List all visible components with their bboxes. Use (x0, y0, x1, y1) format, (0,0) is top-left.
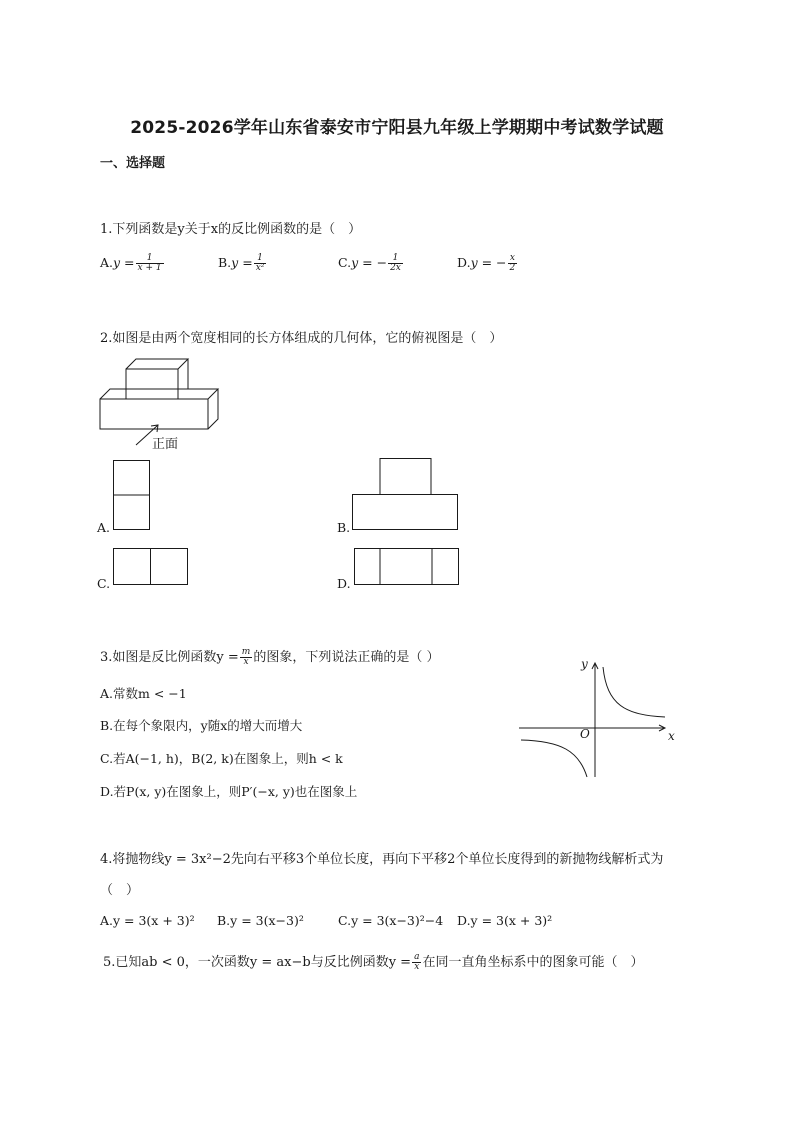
question-4-option-c: C.y = 3(x−3)²−4 (338, 913, 444, 928)
question-2-option-a-figure (113, 460, 153, 532)
page-title: 2025-2026学年山东省泰安市宁阳县九年级上学期期中考试数学试题 (130, 118, 664, 138)
section-heading: 一、选择题 (100, 156, 166, 171)
question-3-stem: 3.如图是反比例函数y = $\frac{m}{x}$ 的图象，下列说法正确的是（ ） (100, 647, 440, 667)
question-4-stem: 4.将抛物线y = 3x²−2先向右平移3个单位长度，再向下平移2个单位长度得到的新抛物线解析式为 (100, 852, 664, 867)
question-4-option-b: B.y = 3(x−3)² (217, 913, 304, 928)
question-2-option-d-figure (354, 548, 464, 588)
question-3-option-d: D.若P(x, y)在图象上，则P′(−x, y)也在图象上 (100, 784, 358, 799)
graph-x-axis-label: x (668, 729, 675, 743)
question-2-option-b-figure (352, 458, 462, 533)
front-view-label: 正面 (152, 437, 179, 452)
question-4-option-d: D.y = 3(x + 3)² (457, 913, 553, 928)
question-2-option-d-label: D. (337, 576, 351, 591)
question-4-paren: （ ） (100, 883, 140, 898)
question-5-stem: 5.已知ab < 0，一次函数y = ax−b与反比例函数y = $\frac{a}{x}$ 在同一直角坐标系中的图象可能（ ） (103, 952, 644, 972)
question-3-option-b: B.在每个象限内，y随x的增大而增大 (100, 718, 303, 733)
question-2-option-a-label: A. (97, 520, 111, 535)
question-1-option-d: D.y = − $\frac{x}{2}$ (457, 253, 516, 273)
graph-origin-label: O (580, 727, 590, 741)
question-3-option-c: C.若A(−1, h)，B(2, k)在图象上，则h < k (100, 751, 343, 766)
question-2-stem: 2.如图是由两个宽度相同的长方体组成的几何体，它的俯视图是（ ） (100, 331, 503, 346)
graph-y-axis-label: y (581, 657, 588, 671)
question-1-option-c: C.y = − $\frac{1}{2x}$ (338, 253, 401, 273)
question-1-stem: 1.下列函数是y关于x的反比例函数的是（ ） (100, 222, 362, 237)
question-2-option-b-label: B. (337, 520, 351, 535)
question-3-option-a: A.常数m < −1 (100, 686, 187, 701)
question-4-option-a: A.y = 3(x + 3)² (100, 913, 195, 928)
question-1-option-a: A.y = $\frac{1}{x + 1}$ (100, 253, 162, 273)
question-2-option-c-figure (113, 548, 193, 588)
question-2-option-c-label: C. (97, 576, 111, 591)
question-3-hyperbola-graph (515, 655, 685, 785)
question-1-option-b: B.y = $\frac{1}{\text{x²}}$ (218, 253, 265, 273)
